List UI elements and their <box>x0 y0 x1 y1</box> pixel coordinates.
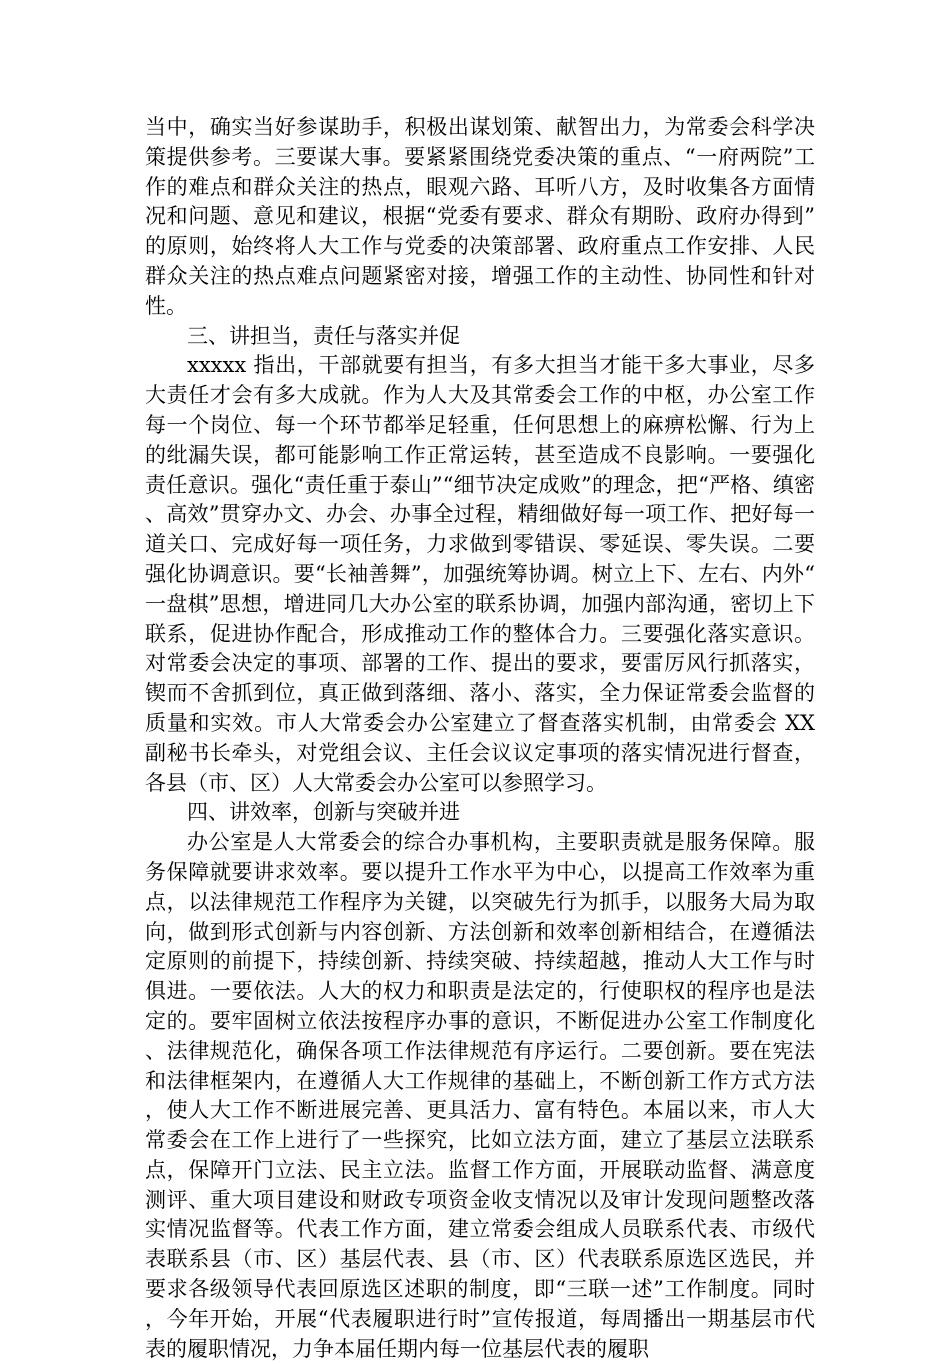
section-heading-3: 三、讲担当，责任与落实并促 <box>187 323 460 348</box>
section-heading-4: 四、讲效率，创新与突破并进 <box>187 800 460 825</box>
paragraph-continued: 当中，确实当好参谋助手，积极出谋划策、献智出力，为常委会科学决策提供参考。三要谋大事。要紧紧围绕党委决策的重点、“一府两院”工作的难点和群众关注的热点，眼观六路、耳听八方，及时收集各方面情况和问题、意见和建议，根据“党委有要求、群众有期盼、政府办得到”的原则，始终将人大工作与党委的决策部署、政府重点工作安排、人民群众关注的热点难点问题紧密对接，增强工作的主动性、协同性和针对性。 <box>145 115 815 318</box>
document-body <box>145 113 815 1364</box>
paragraph-section-4: 办公室是人大常委会的综合办事机构，主要职责就是服务保障。服务保障就要讲求效率。要以提升工作水平为中心，以提高工作效率为重点，以法律规范工作程序为关键，以突破先行为抓手，以服务大局为取向，做到形式创新与内容创新、方法创新和效率创新相结合，在遵循法定原则的前提下，持续创新、持续突破、持续超越，推动人大工作与时俱进。一要依法。人大的权力和职责是法定的，行使职权的程序也是法定的。要牢固树立依法按程序办事的意识，不断促进办公室工作制度化、法律规范化，确保各项工作法律规范有序运行。二要创新。要在宪法和法律框架内，在遵循人大工作规律的基础上，不断创新工作方式方法，使人大工作不断进展完善、更具活力、富有特色。本届以来，市人大常委会在工作上进行了一些探究，比如立法方面，建立了基层立法联系点，保障开门立法、民主立法。监督工作方面，开展联动监督、满意度测评、重大项目建设和财政专项资金收支情况以及审计发现问题整改落实情况监督等。代表工作方面，建立常委会组成人员联系代表、市级代表联系县（市、区）基层代表、县（市、区）代表联系原选区选民，并要求各级领导代表回原选区述职的制度，即“三联一述”工作制度。同时，今年开始，开展“代表履职进行时”宣传报道，每周播出一期基层市代表的履职情况，力争本届任期内每一位基层代表的履职 <box>145 830 815 1361</box>
paragraph-section-3: xxxxx 指出，干部就要有担当，有多大担当才能干多大事业，尽多大责任才会有多大成就。作为人大及其常委会工作的中枢，办公室工作每一个岗位、每一个环节都举足轻重，任何思想上的麻痹松懈、行为上的纰漏失误，都可能影响工作正常运转，甚至造成不良影响。一要强化责任意识。强化“责任重于泰山”“细节决定成败”的理念，把“严格、缜密、高效”贯穿办文、办会、办事全过程，精细做好每一项工作、把好每一道关口、完成好每一项任务，力求做到零错误、零延误、零失误。二要强化协调意识。要“长袖善舞”，加强统筹协调。树立上下、左右、内外“一盘棋”思想，增进同几大办公室的联系协调，加强内部沟通，密切上下联系，促进协作配合，形成推动工作的整体合力。三要强化落实意识。对常委会决定的事项、部署的工作、提出的要求，要雷厉风行抓落实，锲而不舍抓到位，真正做到落细、落小、落实，全力保证常委会监督的质量和实效。市人大常委会办公室建立了督查落实机制，由常委会 XX 副秘书长牵头，对党组会议、主任会议议定事项的落实情况进行督查，各县（市、区）人大常委会办公室可以参照学习。 <box>145 353 815 795</box>
